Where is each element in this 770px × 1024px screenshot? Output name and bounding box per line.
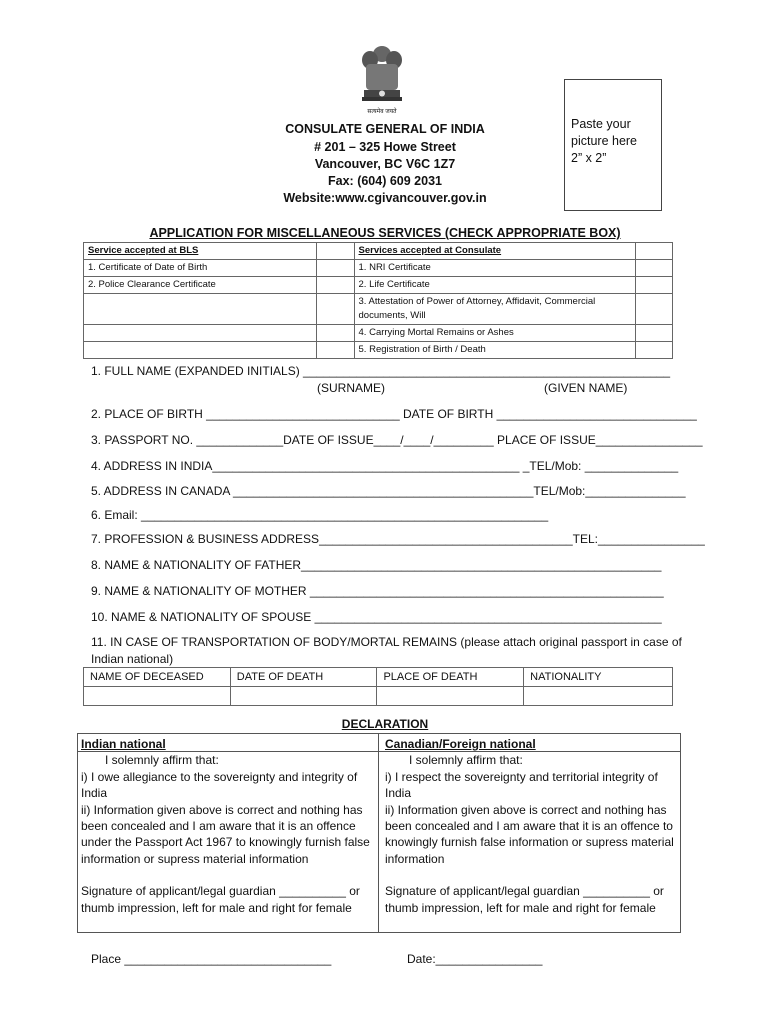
bls-header: Service accepted at BLS bbox=[84, 243, 317, 260]
address-india-field[interactable]: 4. ADDRESS IN INDIA______________________________________________ _TEL/Mob: ______________ bbox=[91, 459, 679, 473]
bls-service: 2. Police Clearance Certificate bbox=[84, 277, 317, 294]
nationality-header: NATIONALITY bbox=[524, 668, 673, 687]
consulate-checkbox[interactable] bbox=[636, 294, 673, 325]
address-canada-field[interactable]: 5. ADDRESS IN CANADA _____________________________________________TEL/Mob:_______________ bbox=[91, 484, 686, 498]
table-row bbox=[84, 325, 673, 342]
consulate-checkbox[interactable] bbox=[636, 342, 673, 359]
consulate-checkbox[interactable] bbox=[636, 260, 673, 277]
passport-field[interactable]: 3. PASSPORT NO. _____________DATE OF ISSUE____/____/_________ PLACE OF ISSUE________________ bbox=[91, 433, 703, 447]
consulate-service: 4. Carrying Mortal Remains or Ashes bbox=[354, 325, 636, 342]
place-of-death-cell[interactable] bbox=[377, 687, 524, 706]
deceased-name-header: NAME OF DECEASED bbox=[84, 668, 231, 687]
consulate-service: 1. NRI Certificate bbox=[354, 260, 636, 277]
consulate-checkbox[interactable] bbox=[636, 277, 673, 294]
photo-box bbox=[564, 79, 662, 211]
foreign-p2: ii) Information given above is correct and nothing has been concealed and I am aware that it is an offence to knowingly furnish false information or supress material information bbox=[385, 802, 674, 866]
table-row bbox=[84, 277, 673, 294]
services-header-row bbox=[84, 243, 673, 260]
bls-checkbox[interactable] bbox=[316, 342, 354, 359]
indian-national-column bbox=[78, 734, 379, 932]
date-of-death-header: DATE OF DEATH bbox=[230, 668, 377, 687]
photo-line-1: Paste your bbox=[571, 117, 631, 131]
declaration-box bbox=[77, 733, 681, 933]
bls-service bbox=[84, 294, 317, 325]
bls-service bbox=[84, 325, 317, 342]
place-of-death-header: PLACE OF DEATH bbox=[377, 668, 524, 687]
website: Website:www.cgivancouver.gov.in bbox=[283, 191, 487, 205]
email-field[interactable]: 6. Email: _____________________________________________________________ bbox=[91, 508, 549, 522]
transport-line-1: 11. IN CASE OF TRANSPORTATION OF BODY/MORTAL REMAINS (please attach original passport in case of bbox=[91, 635, 682, 649]
indian-p2: ii) Information given above is correct and nothing has been concealed and I am aware that it is an offence under the Passport Act 1967 to knowingly furnish false information or supress material information bbox=[81, 802, 370, 866]
address-line-1: # 201 – 325 Howe Street bbox=[314, 140, 456, 154]
table-row bbox=[84, 294, 673, 325]
address-line-2: Vancouver, BC V6C 1Z7 bbox=[314, 157, 456, 171]
foreign-p1: i) I respect the sovereignty and territorial integrity of India bbox=[385, 769, 658, 801]
place-field[interactable]: Place _______________________________ bbox=[91, 952, 332, 966]
foreign-affirm: I solemnly affirm that: bbox=[409, 753, 523, 768]
consulate-service: 5. Registration of Birth / Death bbox=[354, 342, 636, 359]
deceased-header-row bbox=[84, 668, 673, 687]
photo-line-3: 2” x 2” bbox=[571, 151, 607, 165]
consulate-checkbox[interactable] bbox=[636, 243, 673, 260]
table-row bbox=[84, 260, 673, 277]
bls-checkbox[interactable] bbox=[316, 325, 354, 342]
bls-checkbox[interactable] bbox=[316, 260, 354, 277]
deceased-name-cell[interactable] bbox=[84, 687, 231, 706]
place-of-birth-field[interactable]: 2. PLACE OF BIRTH _____________________________ DATE OF BIRTH ______________________________ bbox=[91, 407, 697, 421]
application-title: APPLICATION FOR MISCELLANEOUS SERVICES (CHECK APPROPRIATE BOX) bbox=[149, 226, 621, 240]
indian-heading: Indian national bbox=[81, 737, 166, 751]
indian-affirm: I solemnly affirm that: bbox=[105, 753, 219, 768]
bls-checkbox[interactable] bbox=[316, 294, 354, 325]
bls-service: 1. Certificate of Date of Birth bbox=[84, 260, 317, 277]
consulate-checkbox[interactable] bbox=[636, 325, 673, 342]
indian-signature[interactable]: Signature of applicant/legal guardian __________ or thumb impression, left for male and right for female bbox=[81, 884, 360, 915]
foreign-national-column bbox=[380, 734, 681, 932]
date-field[interactable]: Date:________________ bbox=[407, 952, 543, 966]
consulate-service: 2. Life Certificate bbox=[354, 277, 636, 294]
deceased-table bbox=[83, 667, 673, 706]
services-table bbox=[83, 242, 673, 359]
fax: Fax: (604) 609 2031 bbox=[328, 174, 442, 188]
profession-field[interactable]: 7. PROFESSION & BUSINESS ADDRESS______________________________________TEL:________________ bbox=[91, 532, 705, 546]
mother-field[interactable]: 9. NAME & NATIONALITY OF MOTHER _____________________________________________________ bbox=[91, 584, 664, 598]
date-of-death-cell[interactable] bbox=[230, 687, 377, 706]
consulate-header: Services accepted at Consulate bbox=[354, 243, 636, 260]
given-name-label: (GIVEN NAME) bbox=[544, 381, 628, 395]
deceased-input-row bbox=[84, 687, 673, 706]
surname-label: (SURNAME) bbox=[317, 381, 385, 395]
bls-checkbox[interactable] bbox=[316, 243, 354, 260]
org-name: CONSULATE GENERAL OF INDIA bbox=[285, 122, 485, 136]
emblem-motto: सत्यमेव जयते bbox=[367, 109, 397, 115]
declaration-title: DECLARATION bbox=[341, 717, 429, 731]
bls-service bbox=[84, 342, 317, 359]
nationality-cell[interactable] bbox=[524, 687, 673, 706]
spouse-field[interactable]: 10. NAME & NATIONALITY OF SPOUSE ____________________________________________________ bbox=[91, 610, 662, 624]
father-field[interactable]: 8. NAME & NATIONALITY OF FATHER______________________________________________________ bbox=[91, 558, 662, 572]
indian-p1: i) I owe allegiance to the sovereignty and integrity of India bbox=[81, 769, 358, 801]
foreign-heading: Canadian/Foreign national bbox=[385, 737, 536, 751]
bls-checkbox[interactable] bbox=[316, 277, 354, 294]
foreign-signature[interactable]: Signature of applicant/legal guardian __________ or thumb impression, left for male and right for female bbox=[385, 884, 664, 915]
photo-line-2: picture here bbox=[571, 134, 638, 148]
full-name-field[interactable]: 1. FULL NAME (EXPANDED INITIALS) _______________________________________________________ bbox=[91, 364, 671, 378]
transport-line-2: Indian national) bbox=[91, 652, 174, 666]
consulate-service: 3. Attestation of Power of Attorney, Affidavit, Commercial documents, Will bbox=[354, 294, 636, 325]
table-row bbox=[84, 342, 673, 359]
lion-capital-icon bbox=[348, 40, 416, 110]
